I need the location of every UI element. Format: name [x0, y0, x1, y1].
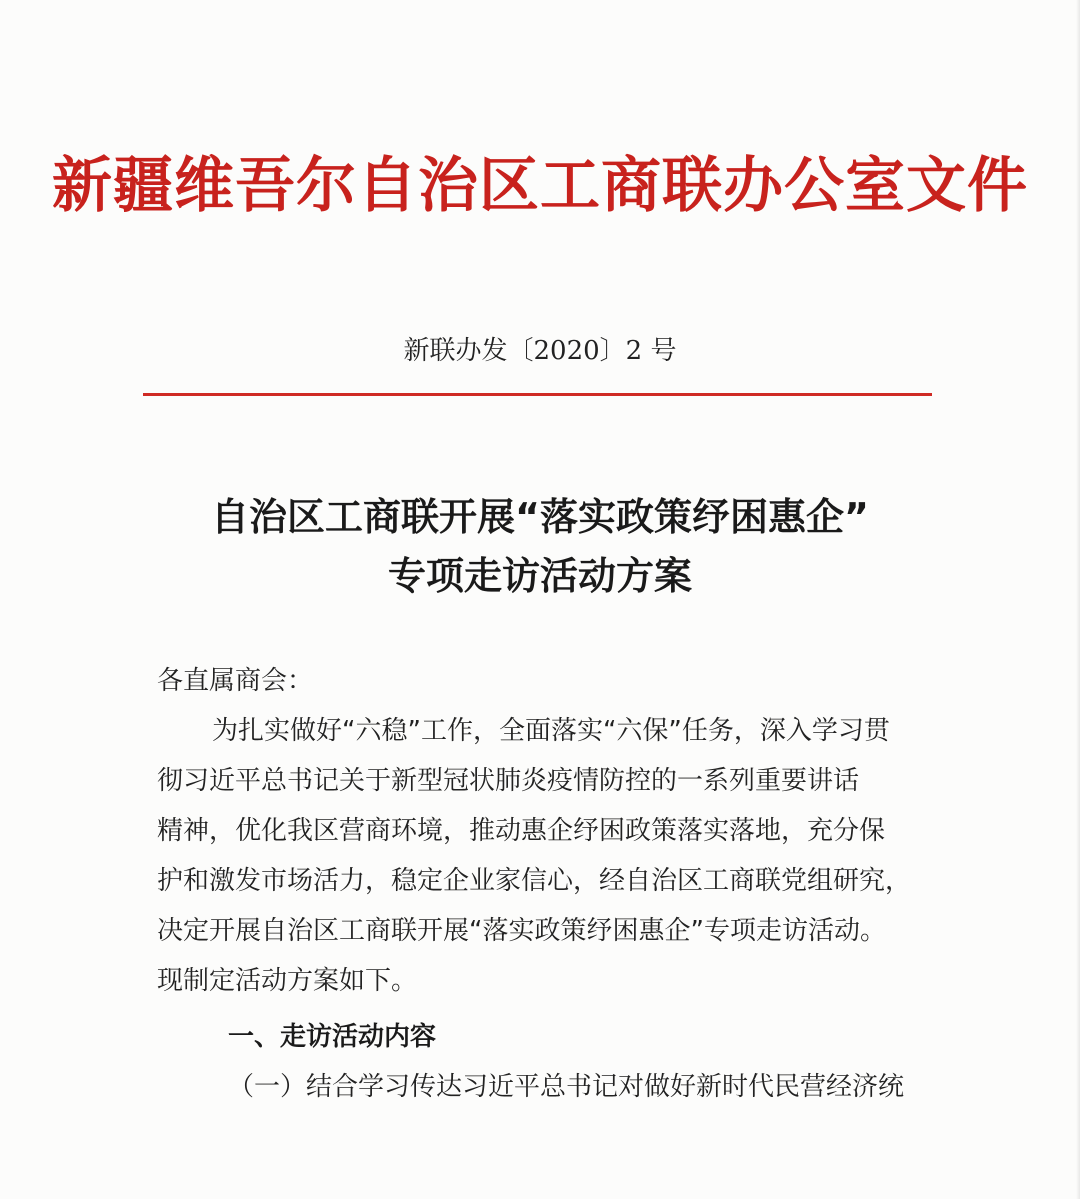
section-heading: 一、走访活动内容 — [228, 1022, 437, 1052]
scan-edge-shadow — [1076, 0, 1080, 1199]
paragraph-line: 为扎实做好“六稳”工作，全面落实“六保”任务，深入学习贯 — [212, 716, 890, 746]
salutation: 各直属商会： — [157, 666, 314, 696]
paragraph-line: 彻习近平总书记关于新型冠状肺炎疫情防控的一系列重要讲话 — [157, 766, 860, 796]
paragraph-line: 决定开展自治区工商联开展“落实政策纾困惠企”专项走访活动。 — [157, 916, 886, 946]
paragraph-line: 护和激发市场活力，稳定企业家信心，经自治区工商联党组研究， — [157, 866, 912, 896]
document-number: 新联办发〔2020〕2 号 — [403, 336, 677, 366]
body-paragraph — [157, 706, 957, 1006]
document-title-line-1: 自治区工商联开展“落实政策纾困惠企” — [211, 495, 869, 539]
paragraph-line: 现制定活动方案如下。 — [157, 966, 418, 996]
letterhead-title: 新疆维吾尔自治区工商联办公室文件 — [52, 151, 1028, 221]
sub-item: （一）结合学习传达习近平总书记对做好新时代民营经济统 — [228, 1072, 905, 1102]
paragraph-line: 精神，优化我区营商环境，推动惠企纾困政策落实落地，充分保 — [157, 816, 886, 846]
letterhead-divider — [143, 393, 932, 396]
document-title-line-2: 专项走访活动方案 — [387, 554, 692, 598]
